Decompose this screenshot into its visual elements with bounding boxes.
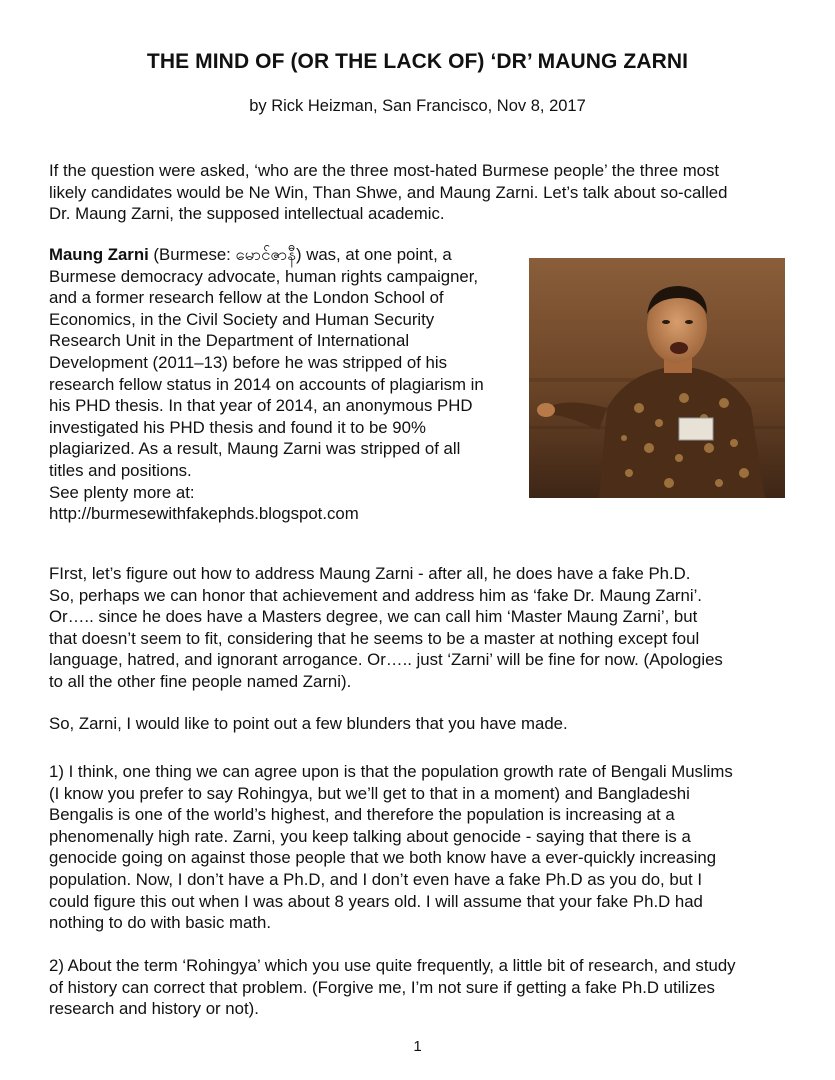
text-line: 1) I think, one thing we can agree upon is that the population growth rate of Bengali Muslims (49, 762, 733, 781)
text-line: language, hatred, and ignorant arrogance. Or….. just ‘Zarni’ will be fine for now. (Apologies (49, 650, 723, 670)
bio-first-line-rest: (Burmese: မောင်ဇာနီ) was, at one point, a (148, 245, 452, 264)
document-title: THE MIND OF (OR THE LACK OF) ‘DR’ MAUNG ZARNI (146, 50, 689, 73)
blog-link[interactable]: http://burmesewithfakephds.blogspot.com (49, 504, 359, 524)
paragraph-blunders (49, 713, 779, 735)
text-line: plagiarized. As a result, Maung Zarni was stripped of all (49, 439, 461, 459)
text-line: to all the other fine people named Zarni). (49, 671, 352, 691)
text-line: FIrst, let’s figure out how to address Maung Zarni - after all, he does have a fake Ph.D. (49, 564, 691, 583)
text-line: investigated his PHD thesis and found it to be 90% (49, 417, 426, 437)
text-line: See plenty more at: (49, 482, 195, 502)
text-line: 2) About the term ‘Rohingya’ which you use quite frequently, a little bit of research, and study (49, 956, 736, 975)
text-line: likely candidates would be Ne Win, Than Shwe, and Maung Zarni. Let’s talk about so-called (49, 182, 728, 202)
paragraph-point-2 (49, 955, 779, 1020)
portrait-illustration (529, 258, 785, 498)
text-line: If the question were asked, ‘who are the three most-hated Burmese people’ the three most (49, 161, 720, 180)
text-line: titles and positions. (49, 460, 192, 480)
text-line: Dr. Maung Zarni, the supposed intellectual academic. (49, 204, 445, 224)
page-number: 1 (413, 1038, 422, 1055)
text-line: research and history or not). (49, 999, 259, 1019)
text-line: nothing to do with basic math. (49, 913, 272, 933)
paragraph-point-1 (49, 761, 779, 934)
text-line: his PHD thesis. In that year of 2014, an anonymous PHD (49, 396, 473, 416)
text-line: Bengalis is one of the world’s highest, and therefore the population is increasing at a (49, 805, 675, 825)
text-line: (I know you prefer to say Rohingya, but we’ll get to that in a moment) and Bangladeshi (49, 783, 690, 803)
portrait-photo (529, 258, 785, 498)
bio-first-line (49, 244, 519, 266)
text-line: that doesn’t seem to fit, considering that he seems to be a master at nothing except foul (49, 628, 700, 648)
bio-paragraph (49, 244, 519, 525)
text-line: could figure this out when I was about 8 years old. I will assume that your fake Ph.D had (49, 891, 703, 911)
text-line: Burmese democracy advocate, human rights campaigner, (49, 266, 479, 286)
text-line: Economics, in the Civil Society and Human Security (49, 309, 435, 329)
text-line: research fellow status in 2014 on accounts of plagiarism in (49, 374, 484, 394)
text-line: population. Now, I don’t have a Ph.D, and I don’t even have a fake Ph.D as you do, but I (49, 869, 703, 889)
text-line: Or….. since he does have a Masters degree, we can call him ‘Master Maung Zarni’, but (49, 607, 698, 627)
text-line: Development (2011–13) before he was stripped of his (49, 352, 448, 372)
text-line: of history can correct that problem. (Forgive me, I’m not sure if getting a fake Ph.D utilizes (49, 977, 715, 997)
byline: by Rick Heizman, San Francisco, Nov 8, 2017 (249, 97, 586, 115)
text-line: Research Unit in the Department of International (49, 331, 410, 351)
text-line: genocide going on against those people that we both know have a ever-quickly increasing (49, 848, 717, 868)
text-line: So, perhaps we can honor that achievement and address him as ‘fake Dr. Maung Zarni’. (49, 585, 702, 605)
text-line: phenomenally high rate. Zarni, you keep talking about genocide - saying that there is a (49, 826, 691, 846)
bio-name: Maung Zarni (49, 245, 149, 264)
text-line: and a former research fellow at the London School of (49, 288, 444, 308)
paragraph-address (49, 563, 779, 693)
text-line: So, Zarni, I would like to point out a few blunders that you have made. (49, 714, 568, 733)
paragraph-intro (49, 160, 779, 225)
